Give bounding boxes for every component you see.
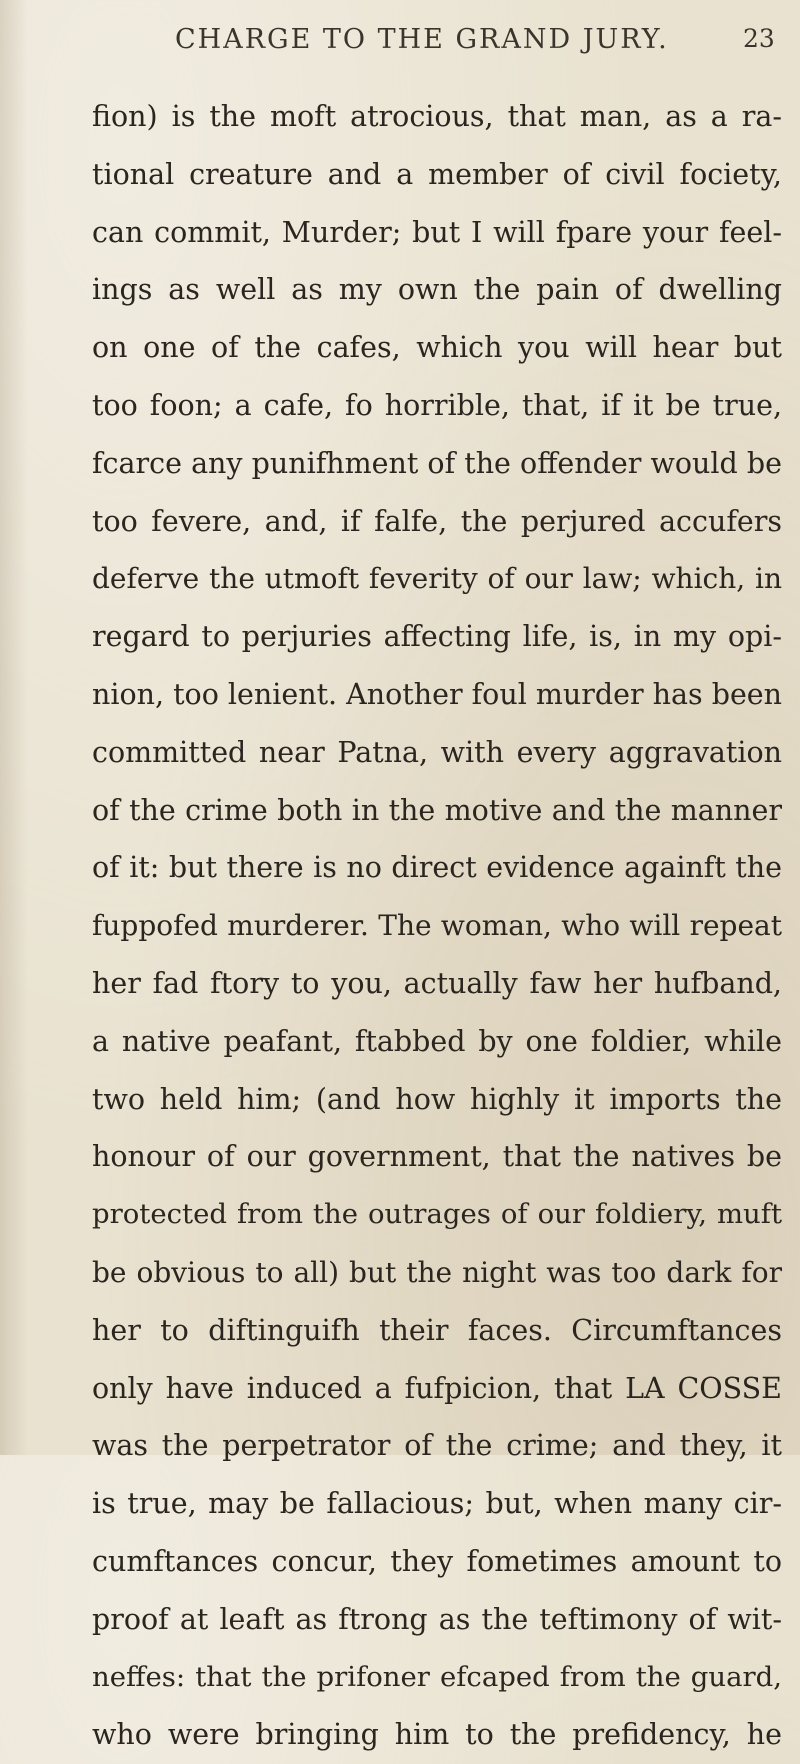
text-line: was the perpetrator of the crime; and they, it: [92, 1429, 782, 1463]
text-line: be obvious to all) but the night was too dark for: [92, 1255, 782, 1289]
text-line: tional creature and a member of civil fociety,: [92, 157, 782, 191]
text-line: two held him; (and how highly it imports the: [92, 1082, 782, 1116]
text-line: regard to perjuries affecting life, is, in my opi-: [92, 620, 782, 654]
body-text: [92, 88, 782, 1764]
text-line: a native peafant, ftabbed by one foldier, while: [92, 1024, 782, 1058]
text-line: cumftances concur, they fometimes amount to: [92, 1544, 782, 1578]
running-title: CHARGE TO THE GRAND JURY.: [175, 24, 669, 55]
text-line: fcarce any punifhment of the offender would be: [92, 446, 782, 480]
text-line: her fad ftory to you, actually faw her hufband,: [92, 966, 782, 1000]
text-line: is true, may be fallacious; but, when many cir-: [92, 1487, 782, 1521]
text-line: ings as well as my own the pain of dwelling: [92, 273, 782, 307]
text-line: can commit, Murder; but I will fpare your feel-: [92, 215, 782, 249]
text-line: who were bringing him to the prefidency, he: [92, 1718, 782, 1752]
text-line: neffes: that the prifoner efcaped from the guard,: [92, 1660, 782, 1693]
text-line: too foon; a cafe, fo horrible, that, if it be true,: [92, 388, 782, 422]
text-line: too fevere, and, if falfe, the perjured accufers: [92, 504, 782, 538]
running-head: [0, 18, 800, 62]
text-line: deferve the utmoft feverity of our law; which, in: [92, 562, 782, 596]
text-line: honour of our government, that the natives be: [92, 1140, 782, 1174]
text-line: her to diftinguifh their faces. Circumftances: [92, 1313, 782, 1347]
text-line: nion, too lenient. Another foul murder has been: [92, 677, 783, 711]
text-line: protected from the outrages of our foldiery, muft: [92, 1198, 782, 1231]
text-line: of it: but there is no direct evidence againft the: [92, 851, 782, 885]
text-line: fuppofed murderer. The woman, who will repeat: [92, 909, 782, 943]
page-number: 23: [743, 24, 775, 53]
text-line: only have induced a fufpicion, that LA COSSE: [92, 1371, 782, 1405]
text-line: proof at leaft as ftrong as the teftimony of wit-: [92, 1602, 782, 1636]
text-line: fion) is the moft atrocious, that man, as a ra-: [92, 100, 782, 133]
text-line: committed near Patna, with every aggravation: [92, 735, 782, 769]
text-line: of the crime both in the motive and the manner: [92, 793, 782, 827]
page-gutter-shadow: [0, 0, 28, 1455]
text-line: on one of the cafes, which you will hear but: [92, 331, 782, 365]
